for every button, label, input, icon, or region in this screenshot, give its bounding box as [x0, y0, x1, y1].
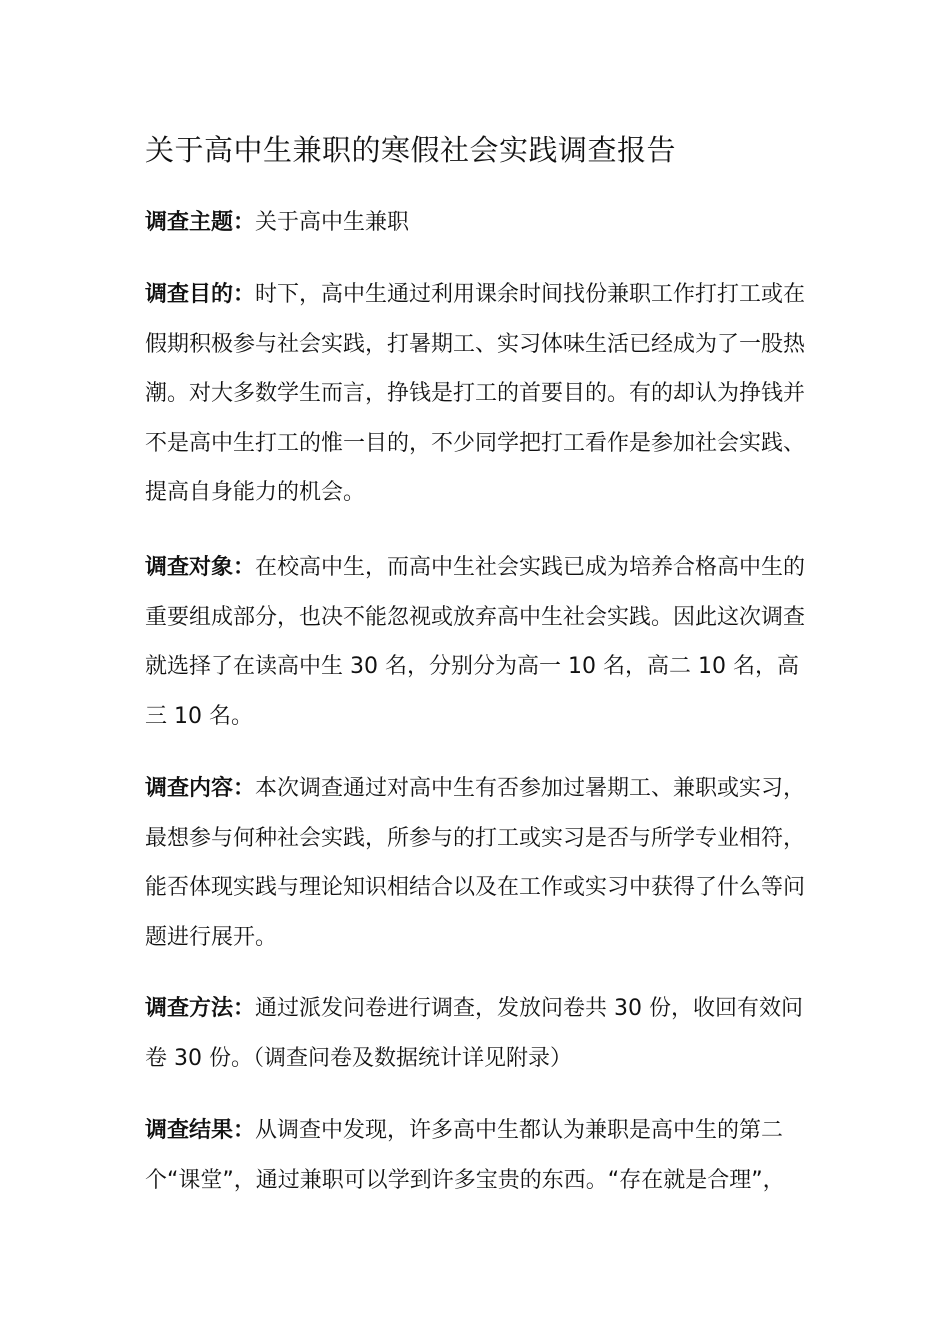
section-text: 时下，高中生通过利用课余时间找份兼职工作打打工或在假期积极参与社会实践，打暑期工、实习体味生活已经成为了一股热潮。对大多数学生而言，挣钱是打工的首要目的。有的却认为挣钱并不是高中生打工的惟一目的，不少同学把打工看作是参加社会实践、提高自身能力的机会。: [145, 282, 806, 505]
section-method: [145, 984, 810, 1083]
section-content: [145, 764, 810, 962]
section-topic: [145, 198, 810, 248]
section-text: 关于高中生兼职: [255, 210, 410, 235]
section-text: 通过派发问卷进行调查，发放问卷共 30 份，收回有效问卷 30 份。（调查问卷及数据统计详见附录）: [145, 996, 803, 1071]
section-text: 从调查中发现，许多高中生都认为兼职是高中生的第二个“课堂”，通过兼职可以学到许多宝贵的东西。“存在就是合理”，: [145, 1118, 785, 1193]
section-label: 调查结果：: [145, 1118, 256, 1143]
document-title: 关于高中生兼职的寒假社会实践调查报告: [145, 133, 677, 167]
section-label: 调查对象：: [145, 555, 256, 580]
section-object: [145, 543, 810, 741]
section-purpose: [145, 270, 810, 518]
section-text: 本次调查通过对高中生有否参加过暑期工、兼职或实习，最想参与何种社会实践，所参与的打工或实习是否与所学专业相符，能否体现实践与理论知识相结合以及在工作或实习中获得了什么等问题进行展开。: [145, 776, 806, 950]
section-result: [145, 1106, 810, 1205]
section-label: 调查目的：: [145, 282, 256, 307]
section-label: 调查内容：: [145, 776, 256, 801]
section-label: 调查主题：: [145, 210, 256, 235]
section-label: 调查方法：: [145, 996, 256, 1021]
section-text: 在校高中生，而高中生社会实践已成为培养合格高中生的重要组成部分，也决不能忽视或放弃高中生社会实践。因此这次调查就选择了在读高中生 30 名，分别分为高一 10 名，高二 10 名，高三 10 名。: [145, 555, 806, 729]
